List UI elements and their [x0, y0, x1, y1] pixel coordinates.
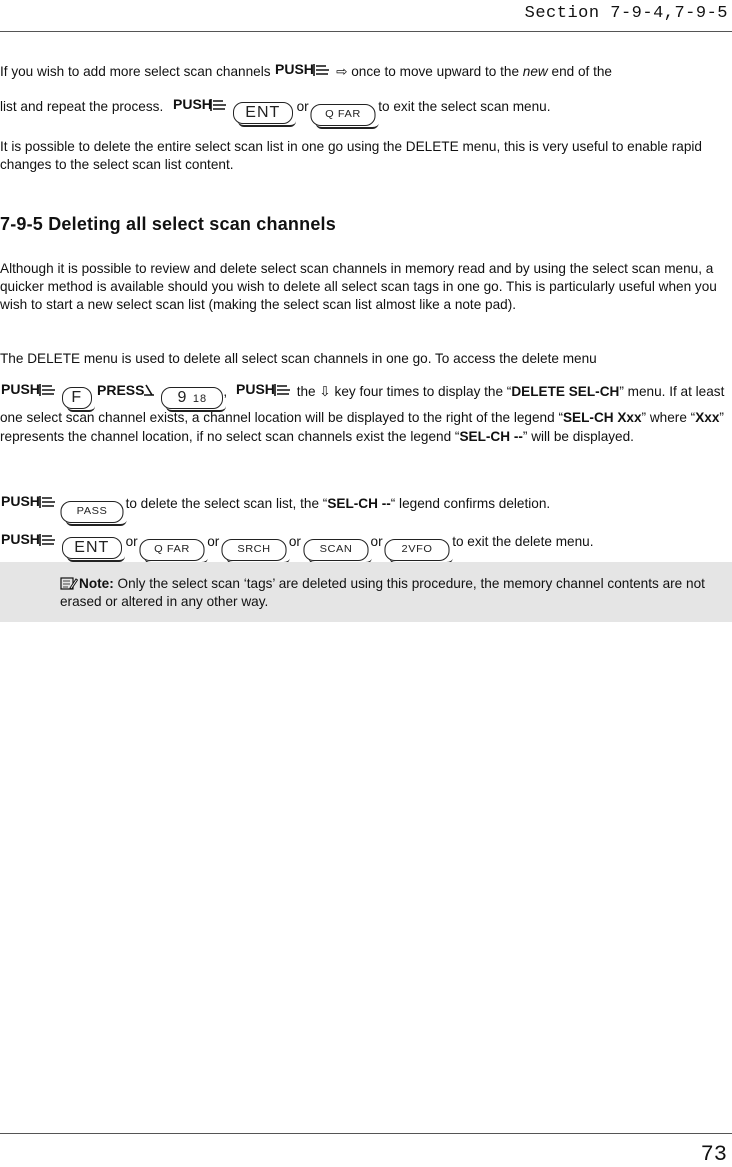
svg-text:PUSH: PUSH	[1, 531, 40, 547]
clr-key: Q FAR	[140, 539, 205, 561]
press-finger-icon	[96, 379, 158, 401]
note-text: Note: Only the select scan ‘tags’ are deleted using this procedure, the memory channel contents are not erased or altered in any other way.	[60, 576, 705, 609]
push-hand-icon	[167, 93, 229, 115]
para-delete-intro: It is possible to delete the entire select scan list in one go using the DELETE menu, this is very useful to enable rapid changes to the select scan list content.	[0, 139, 702, 172]
nine-key: 9 18	[161, 387, 223, 409]
para-quicker-method: Although it is possible to review and delete select scan channels in memory read and by using the select scan menu, a quicker method is available should you wish to delete all select scan tags in one go. This is particularly useful when you wish to start a new select scan list (making the select scan list almost like a note pad).	[0, 261, 717, 312]
clr-key: Q FAR	[311, 104, 376, 126]
svg-text:PRESS: PRESS	[96, 382, 145, 398]
svg-text:PUSH: PUSH	[173, 96, 212, 112]
para-exit-delete: PUSH ENT or Q FAR or SRCH or SCAN or 2VFO to exit the delete menu.	[0, 528, 732, 561]
push-hand-icon	[0, 378, 58, 400]
section-heading: 7-9-5 Deleting all select scan channels	[0, 214, 336, 234]
svg-text:PUSH: PUSH	[235, 381, 275, 397]
para-delete-menu: The DELETE menu is used to delete all select scan channels in one go. To access the delete menu	[0, 351, 597, 366]
page-number: 73	[700, 1142, 727, 1167]
scan-key: SCAN	[303, 539, 368, 561]
memo-pencil-icon	[60, 576, 78, 591]
footer-rule	[0, 1133, 732, 1134]
vfo-key: 2VFO	[385, 539, 450, 561]
para-pass-delete: PUSH PASS to delete the select scan list, the “SEL-CH --“ legend confirms deletion.	[0, 490, 732, 523]
right-arrow-icon: ⇨	[336, 64, 348, 80]
push-hand-icon	[0, 490, 58, 512]
down-arrow-icon: ⇩	[319, 384, 331, 400]
header-rule	[0, 31, 732, 32]
ent-key: ENT	[62, 537, 122, 559]
push-hand-icon	[274, 58, 332, 80]
svg-text:PUSH: PUSH	[1, 381, 40, 397]
para-add-channels: If you wish to add more select scan channels PUSH ⇨ once to move upward to the new end of the	[0, 58, 732, 81]
svg-text:PUSH: PUSH	[1, 493, 40, 509]
f-key: F	[62, 387, 92, 409]
pass-key: PASS	[60, 501, 123, 523]
para-add-channels-2: list and repeat the process. PUSH ENT or Q FAR to exit the select scan menu.	[0, 93, 732, 126]
para-delete-sequence: PUSH F PRESS 9 18 , PUSH the ⇩ key four times to display the “DELETE SEL-CH” menu. If at least one select scan channel exists, a channel location will be displayed to the right of the legend “SEL-CH Xxx” where “Xxx” represents the channel location, if no select scan channels exist the legend “SEL-CH --” will be displayed.	[0, 378, 732, 446]
section-header: Section 7-9-4,7-9-5	[524, 4, 728, 23]
svg-text:PUSH: PUSH	[275, 61, 315, 77]
srch-key: SRCH	[222, 539, 287, 561]
ent-key: ENT	[233, 102, 293, 124]
push-hand-icon	[231, 378, 293, 400]
push-hand-icon	[0, 528, 58, 550]
